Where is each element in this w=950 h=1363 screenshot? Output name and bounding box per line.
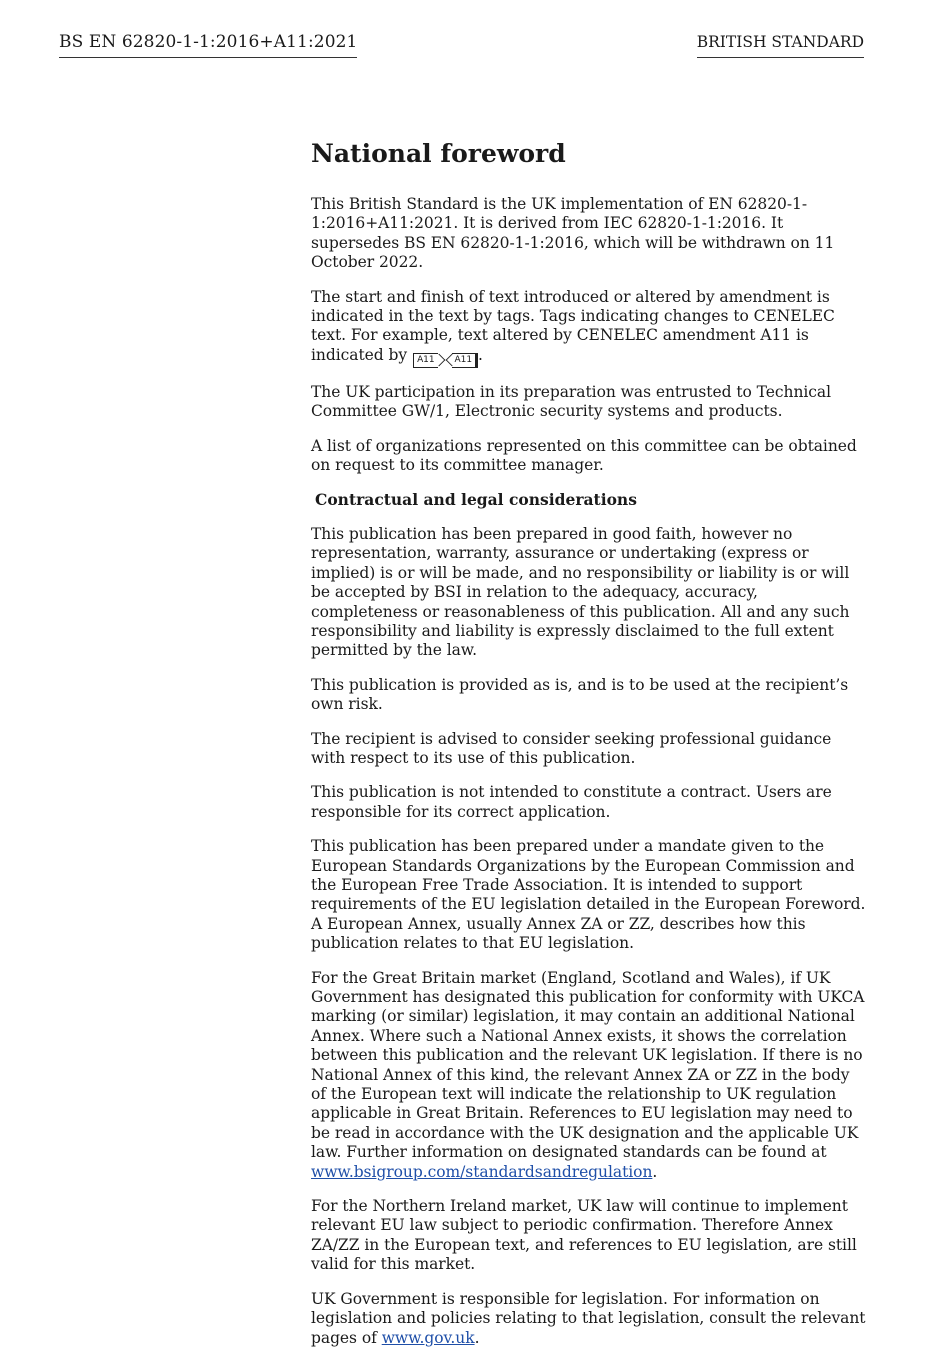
foreword-body bbox=[311, 139, 866, 1363]
paragraph-mandate: This publication has been prepared under a mandate given to the European Standards Organizations by the European Commission and the European Free Trade Association. It is intended to support requirements of the EU legislation detailed in the European Foreword. A European Annex, usually Annex ZA or ZZ, describes how this publication relates to that EU legislation. bbox=[311, 837, 866, 953]
link-gov-uk[interactable]: www.gov.uk bbox=[381, 1328, 475, 1347]
paragraph-implementation: This British Standard is the UK implementation of EN 62820-1-1:2016+A11:2021. It is derived from IEC 62820-1-1:2016. It supersedes BS EN 62820-1-1:2016, which will be withdrawn on 11 October 2022. bbox=[311, 195, 835, 272]
amendment-open-tag-icon: A11 bbox=[413, 353, 437, 368]
paragraph-guidance: The recipient is advised to consider seeking professional guidance with respect to its use of this publication. bbox=[311, 729, 832, 767]
page-title: National foreword bbox=[311, 139, 566, 168]
header-standard-type: BRITISH STANDARD bbox=[697, 31, 864, 58]
header-document-id: BS EN 62820-1-1:2016+A11:2021 bbox=[59, 31, 357, 58]
great-britain-text: For the Great Britain market (England, Scotland and Wales), if UK Government has designated this publication for conformity with UKCA marking (or similar) legislation, it may contain an additional National Annex. Where such a National Annex exists, it shows the correlation between this publication and the relevant UK legislation. If there is no National Annex of this kind, the relevant Annex ZA or ZZ in the body of the European text will indicate the relationship to UK regulation applicable in Great Britain. References to EU legislation may need to be read in accordance with the UK designation and the applicable UK law. Further information on designated standards can be found at bbox=[311, 968, 865, 1162]
uk-government-text: UK Government is responsible for legislation. For information on legislation and policies relating to that legislation, consult the relevant pages of bbox=[311, 1289, 866, 1347]
paragraph-not-contract: This publication is not intended to constitute a contract. Users are responsible for its correct application. bbox=[311, 783, 832, 821]
link-bsigroup[interactable]: www.bsigroup.com/standardsandregulation bbox=[311, 1162, 653, 1181]
paragraph-committee: The UK participation in its preparation was entrusted to Technical Committee GW/1, Electronic security systems and products. bbox=[311, 382, 832, 421]
paragraph-great-britain bbox=[311, 969, 866, 1182]
section-heading-contractual: Contractual and legal considerations bbox=[315, 490, 637, 510]
amendment-period: . bbox=[478, 345, 483, 364]
paragraph-good-faith: This publication has been prepared in good faith, however no representation, warranty, assurance or undertaking (express or implied) is or will be made, and no responsibility or liability is or will be accepted by BSI in relation to the adequacy, accuracy, completeness or reasonableness of this publication. All and any such responsibility and liability is expressly disclaimed to the full extent permitted by the law. bbox=[311, 524, 850, 660]
paragraph-amendment-tags bbox=[311, 288, 866, 368]
paragraph-uk-government bbox=[311, 1290, 866, 1348]
paragraph-own-risk: This publication is provided as is, and is to be used at the recipient’s own risk. bbox=[311, 675, 849, 714]
paragraph-organizations: A list of organizations represented on this committee can be obtained on request to its committee manager. bbox=[311, 436, 857, 475]
amendment-text: The start and finish of text introduced or altered by amendment is indicated in the text by tags. Tags indicating changes to CENELEC text. For example, text altered by CENELEC amendment A11 is indicated by bbox=[311, 287, 835, 364]
uk-government-period: . bbox=[474, 1328, 480, 1347]
great-britain-period: . bbox=[652, 1162, 658, 1181]
paragraph-northern-ireland: For the Northern Ireland market, UK law will continue to implement relevant EU law subject to periodic confirmation. Therefore Annex ZA/ZZ in the European text, and references to EU legislation, are still valid for this market. bbox=[311, 1197, 857, 1274]
amendment-close-tag-icon: A11 bbox=[452, 353, 478, 368]
